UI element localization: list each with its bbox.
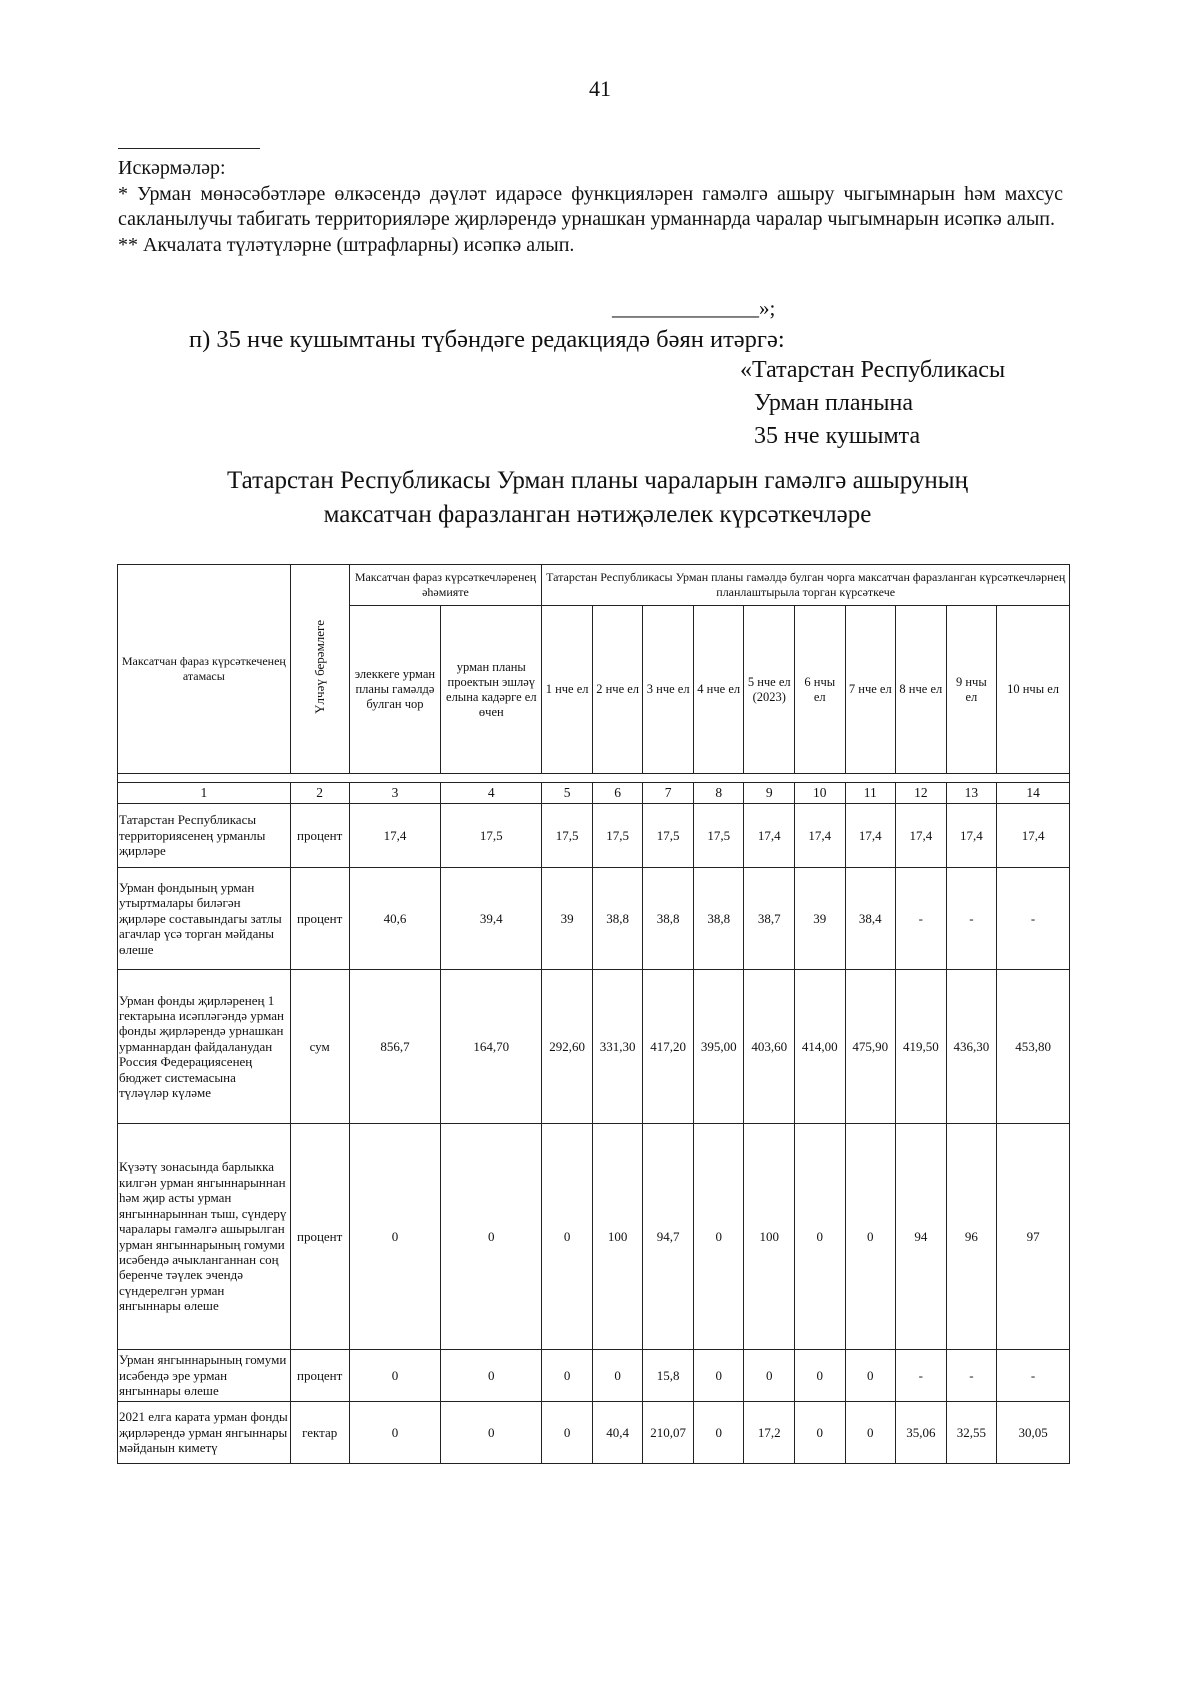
header-year-5: 5 нче ел (2023) (744, 606, 795, 774)
indicator-name-cell: Урман фонды җирләренең 1 гектарына исәпләгәндә урман фонды җирләрендә урнашкан урманнардан файдаланудан Россия Федерациясенең бюджет системасына түләүләр күләме (118, 970, 291, 1124)
year-1-value-cell: 17,5 (542, 804, 593, 868)
indicator-name-cell: Урман янгыннарының гомуми исәбендә эре урман янгыннары өлеше (118, 1350, 291, 1402)
header-row-groups (118, 565, 1070, 606)
notes-block (118, 156, 1063, 258)
year-3-value-cell: 210,07 (643, 1402, 694, 1464)
prev-period-value-cell: 856,7 (349, 970, 441, 1124)
column-number-2: 2 (290, 783, 349, 804)
column-number-8: 8 (693, 783, 744, 804)
header-indicator-name: Максатчан фараз күрсәткеченең атамасы (118, 565, 291, 774)
year-3-value-cell: 38,8 (643, 868, 694, 970)
table-row (118, 1402, 1070, 1464)
year-6-value-cell: 17,4 (795, 804, 846, 868)
column-numbers-row (118, 783, 1070, 804)
before-year-value-cell: 0 (441, 1350, 542, 1402)
year-6-value-cell: 0 (795, 1350, 846, 1402)
table-row (118, 1124, 1070, 1350)
year-2-value-cell: 38,8 (592, 868, 643, 970)
table-row (118, 804, 1070, 868)
table-row (118, 1350, 1070, 1402)
header-before-year: урман планы проектын эшләү елына кадәрге ел өчен (441, 606, 542, 774)
appendix-line-1: «Татарстан Республикасы (740, 357, 1006, 383)
header-year-3: 3 нче ел (643, 606, 694, 774)
prev-period-value-cell: 0 (349, 1350, 441, 1402)
header-prev-period: элеккеге урман планы гамәлдә булган чор (349, 606, 441, 774)
year-1-value-cell: 292,60 (542, 970, 593, 1124)
year-6-value-cell: 0 (795, 1124, 846, 1350)
year-6-value-cell: 0 (795, 1402, 846, 1464)
header-spacer-row (118, 774, 1070, 783)
year-8-value-cell: 35,06 (896, 1402, 947, 1464)
before-year-value-cell: 39,4 (441, 868, 542, 970)
header-year-4: 4 нче ел (693, 606, 744, 774)
year-6-value-cell: 39 (795, 868, 846, 970)
column-number-13: 13 (946, 783, 997, 804)
year-2-value-cell: 0 (592, 1350, 643, 1402)
year-3-value-cell: 417,20 (643, 970, 694, 1124)
year-6-value-cell: 414,00 (795, 970, 846, 1124)
table-row (118, 970, 1070, 1124)
column-number-11: 11 (845, 783, 896, 804)
prev-period-value-cell: 40,6 (349, 868, 441, 970)
year-2-value-cell: 100 (592, 1124, 643, 1350)
year-8-value-cell: 94 (896, 1124, 947, 1350)
unit-cell: процент (290, 804, 349, 868)
indicator-name-cell: Күзәтү зонасында барлыкка килгән урман янгыннарыннан һәм җир асты урман янгыннарыннан тыш, сүндерү чаралары гамәлгә ашырылган урман янгыннарының гомуми исәбендә ачыкланганнан соң беренче тәүлек эчендә сүндерелгән урман янгыннары өлеше (118, 1124, 291, 1350)
indicator-name-cell: Урман фондының урман утыртмалары биләгән җирләре составындагы затлы агачлар үсә торган мәйданы өлеше (118, 868, 291, 970)
unit-cell: гектар (290, 1402, 349, 1464)
column-number-14: 14 (997, 783, 1070, 804)
unit-cell: процент (290, 1124, 349, 1350)
year-4-value-cell: 0 (693, 1350, 744, 1402)
year-2-value-cell: 40,4 (592, 1402, 643, 1464)
year-5-value-cell: 17,4 (744, 804, 795, 868)
year-1-value-cell: 0 (542, 1402, 593, 1464)
year-4-value-cell: 395,00 (693, 970, 744, 1124)
column-number-6: 6 (592, 783, 643, 804)
year-5-value-cell: 17,2 (744, 1402, 795, 1464)
year-7-value-cell: 0 (845, 1124, 896, 1350)
year-10-value-cell: - (997, 1350, 1070, 1402)
prev-period-value-cell: 0 (349, 1402, 441, 1464)
year-7-value-cell: 38,4 (845, 868, 896, 970)
indicators-table-wrapper (117, 564, 1070, 1464)
notes-heading: Искәрмәләр: (118, 157, 226, 179)
year-10-value-cell: - (997, 868, 1070, 970)
year-10-value-cell: 453,80 (997, 970, 1070, 1124)
year-1-value-cell: 0 (542, 1350, 593, 1402)
year-9-value-cell: - (946, 868, 997, 970)
before-year-value-cell: 0 (441, 1124, 542, 1350)
document-title-line-2: максатчан фаразланган нәтиҗәлелек күрсәткечләре (323, 501, 872, 528)
year-5-value-cell: 403,60 (744, 970, 795, 1124)
instruction-text: п) 35 нче кушымтаны түбәндәге редакциядә бәян итәргә: (189, 326, 785, 353)
year-5-value-cell: 0 (744, 1350, 795, 1402)
appendix-heading (740, 354, 1005, 453)
year-2-value-cell: 17,5 (592, 804, 643, 868)
year-10-value-cell: 30,05 (997, 1402, 1070, 1464)
header-year-7: 7 нче ел (845, 606, 896, 774)
year-8-value-cell: - (896, 868, 947, 970)
year-5-value-cell: 38,7 (744, 868, 795, 970)
page-number: 41 (589, 76, 611, 101)
year-2-value-cell: 331,30 (592, 970, 643, 1124)
appendix-line-3: 35 нче кушымта (754, 423, 921, 449)
year-9-value-cell: - (946, 1350, 997, 1402)
header-unit-label: Үлчәү берәмлеге (311, 620, 327, 714)
column-number-4: 4 (441, 783, 542, 804)
table-row (118, 868, 1070, 970)
before-year-value-cell: 17,5 (441, 804, 542, 868)
closing-mark: ______________»; (612, 296, 776, 320)
year-4-value-cell: 38,8 (693, 868, 744, 970)
year-8-value-cell: - (896, 1350, 947, 1402)
year-9-value-cell: 17,4 (946, 804, 997, 868)
header-year-6: 6 нчы ел (795, 606, 846, 774)
unit-cell: процент (290, 1350, 349, 1402)
year-7-value-cell: 17,4 (845, 804, 896, 868)
header-year-10: 10 нчы ел (997, 606, 1070, 774)
year-1-value-cell: 39 (542, 868, 593, 970)
year-9-value-cell: 32,55 (946, 1402, 997, 1464)
unit-cell: процент (290, 868, 349, 970)
year-10-value-cell: 17,4 (997, 804, 1070, 868)
year-1-value-cell: 0 (542, 1124, 593, 1350)
indicator-name-cell: 2021 елга карата урман фонды җирләрендә урман янгыннары мәйданын киметү (118, 1402, 291, 1464)
header-plan-group: Татарстан Республикасы Урман планы гамәлдә булган чорга максатчан фаразланган күрсәткечләрнең планлаштырыла торган күрсәткече (542, 565, 1070, 606)
header-year-1: 1 нче ел (542, 606, 593, 774)
prev-period-value-cell: 0 (349, 1124, 441, 1350)
column-number-5: 5 (542, 783, 593, 804)
indicator-name-cell: Татарстан Республикасы территориясенең урманлы җирләре (118, 804, 291, 868)
footnote-rule (118, 148, 260, 149)
header-unit (290, 565, 349, 774)
prev-period-value-cell: 17,4 (349, 804, 441, 868)
unit-cell: сум (290, 970, 349, 1124)
year-5-value-cell: 100 (744, 1124, 795, 1350)
header-year-8: 8 нче ел (896, 606, 947, 774)
year-9-value-cell: 96 (946, 1124, 997, 1350)
document-title (130, 464, 1065, 532)
column-number-1: 1 (118, 783, 291, 804)
year-10-value-cell: 97 (997, 1124, 1070, 1350)
header-significance-group: Максатчан фараз күрсәткечләренең әһәмияте (349, 565, 542, 606)
year-8-value-cell: 17,4 (896, 804, 947, 868)
year-7-value-cell: 475,90 (845, 970, 896, 1124)
indicators-table (117, 564, 1070, 1464)
year-4-value-cell: 0 (693, 1402, 744, 1464)
column-number-3: 3 (349, 783, 441, 804)
year-9-value-cell: 436,30 (946, 970, 997, 1124)
footnote-1: * Урман мөнәсәбәтләре өлкәсендә дәүләт идарәсе функцияләрен гамәлгә ашыру чыгымнарын һәм махсус сакланылучы табигать территорияләре җирләрендә урнашкан урманнарда чаралар чыгымнарын исәпкә алып. (118, 182, 1063, 230)
document-title-line-1: Татарстан Республикасы Урман планы чараларын гамәлгә ашыруның (227, 467, 968, 494)
header-year-9: 9 нчы ел (946, 606, 997, 774)
year-7-value-cell: 0 (845, 1402, 896, 1464)
column-number-7: 7 (643, 783, 694, 804)
appendix-line-2: Урман планына (754, 390, 913, 416)
year-3-value-cell: 15,8 (643, 1350, 694, 1402)
before-year-value-cell: 0 (441, 1402, 542, 1464)
year-7-value-cell: 0 (845, 1350, 896, 1402)
column-number-10: 10 (795, 783, 846, 804)
before-year-value-cell: 164,70 (441, 970, 542, 1124)
footnote-2: ** Акчалата түләтүләрне (штрафларны) исәпкә алып. (118, 233, 575, 256)
year-8-value-cell: 419,50 (896, 970, 947, 1124)
column-number-9: 9 (744, 783, 795, 804)
year-4-value-cell: 17,5 (693, 804, 744, 868)
header-year-2: 2 нче ел (592, 606, 643, 774)
year-3-value-cell: 17,5 (643, 804, 694, 868)
year-3-value-cell: 94,7 (643, 1124, 694, 1350)
header-spacer (118, 774, 1070, 783)
column-number-12: 12 (896, 783, 947, 804)
year-4-value-cell: 0 (693, 1124, 744, 1350)
